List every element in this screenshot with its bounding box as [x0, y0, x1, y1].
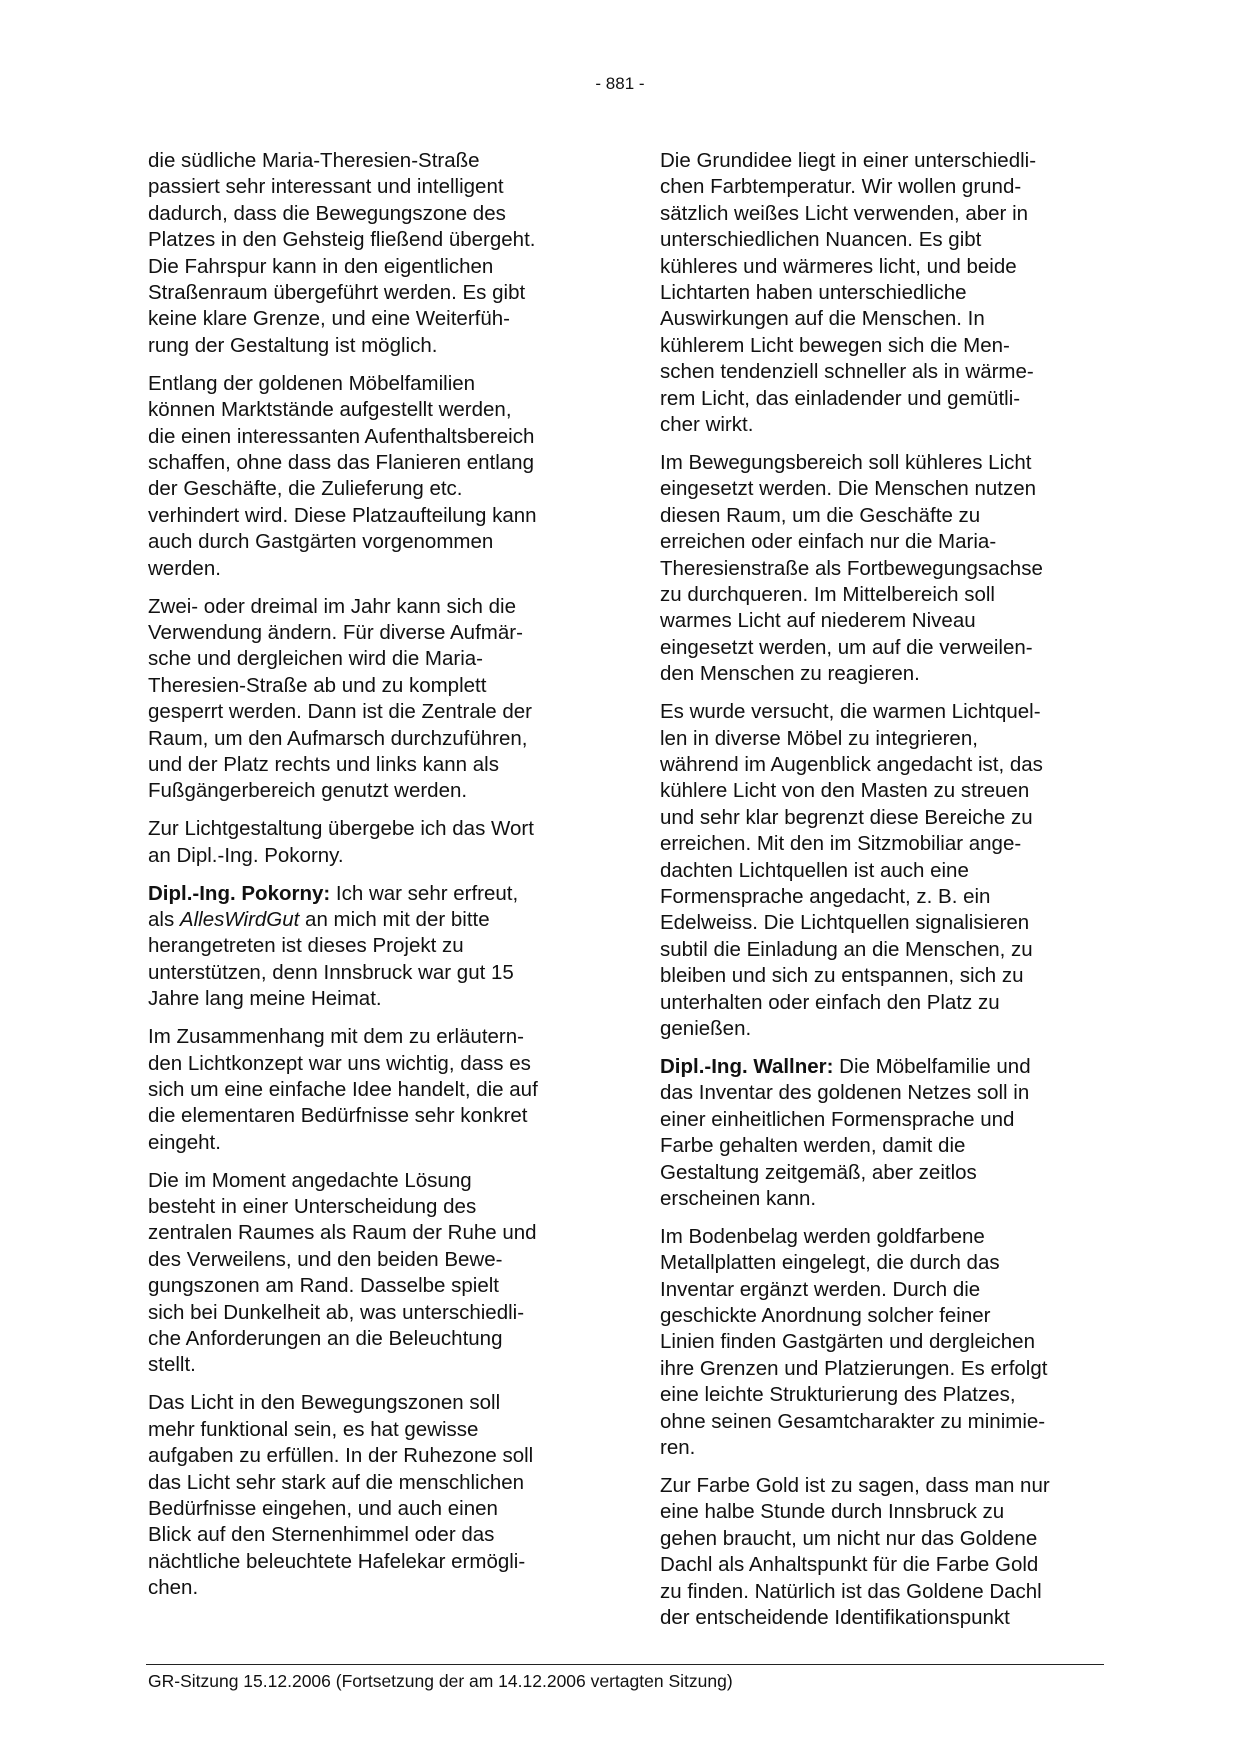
- right-column: [660, 148, 1106, 1643]
- paragraph: Im Zusammenhang mit dem zu erläutern- den Lichtkonzept war uns wichtig, dass es sich um eine einfache Idee handelt, die auf die elementaren Bedürfnisse sehr konkret eingeht.: [148, 1025, 538, 1154]
- speaker-paragraph: [148, 881, 600, 1013]
- paragraph: Entlang der goldenen Möbelfamilien können Marktstände aufgestellt werden, die einen interessanten Aufenthaltsbereich schaffen, ohne dass das Flanieren entlang der Geschäfte, die Zulieferung etc. verhindert wird. Diese Platzaufteilung kann auch durch Gastgärten vorgenommen werden.: [148, 371, 537, 580]
- speaker-name: Dipl.-Ing. Pokorny:: [148, 881, 331, 905]
- paragraph: Zwei- oder dreimal im Jahr kann sich die Verwendung ändern. Für diverse Aufmär- sche und dergleichen wird die Maria- Theresien-Straße ab und zu komplett gesperrt werden. Dann ist die Zentrale der Raum, um den Aufmarsch durchzuführen, und der Platz rechts und links kann als Fußgängerbereich genutzt werden.: [148, 594, 533, 803]
- paragraph: Zur Lichtgestaltung übergebe ich das Wort an Dipl.-Ing. Pokorny.: [148, 817, 534, 867]
- footer-text: GR-Sitzung 15.12.2006 (Fortsetzung der am 14.12.2006 vertagten Sitzung): [148, 1671, 733, 1691]
- page-number: - 881 -: [595, 74, 645, 93]
- paragraph-text: an mich mit der bitte herangetreten ist dieses Projekt zu unterstützen, denn Innsbruck war gut 15 Jahre lang meine Heimat.: [148, 907, 514, 1011]
- speaker-name: Dipl.-Ing. Wallner:: [660, 1054, 834, 1078]
- paragraph: die südliche Maria-Theresien-Straße passiert sehr interessant und intelligent dadurch, dass die Bewegungszone des Platzes in den Gehsteig fließend übergeht. Die Fahrspur kann in den eigentlichen Straßenraum übergeführt werden. Es gibt keine klare Grenze, und eine Weiterfüh- rung der Gestaltung ist möglich.: [148, 149, 536, 357]
- italic-term: AllesWirdGut: [179, 907, 300, 931]
- paragraph: Es wurde versucht, die warmen Lichtquel- len in diverse Möbel zu integrieren, während im Augenblick angedacht ist, das kühlere Licht von den Masten zu streuen und sehr klar begrenzt diese Bereiche zu erreichen. Mit den im Sitzmobiliar ange- dachten Lichtquellen ist auch eine Formensprache angedacht, z. B. ein Edelweiss. Die Lichtquellen signalisieren subtil die Einladung an die Menschen, zu bleiben und sich zu entspannen, sich zu unterhalten oder einfach den Platz zu genießen.: [660, 700, 1043, 1040]
- paragraph: Die Grundidee liegt in einer unterschiedli- chen Farbtemperatur. Wir wollen grund- sätzlich weißes Licht verwenden, aber in unterschiedlichen Nuancen. Es gibt kühleres und wärmeres licht, und beide Lichtarten haben unterschiedliche Auswirkungen auf die Menschen. In kühlerem Licht bewegen sich die Men- schen tendenziell schneller als in wärme- rem Licht, das einladender und gemütli- cher wirkt.: [660, 149, 1037, 437]
- paragraph: Die im Moment angedachte Lösung besteht in einer Unterscheidung des zentralen Raumes als Raum der Ruhe und des Verweilens, und den beiden Bewe- gungszonen am Rand. Dasselbe spielt sich bei Dunkelheit ab, was unterschiedli- che Anforderungen an die Beleuchtung stellt.: [148, 1168, 537, 1377]
- paragraph: Zur Farbe Gold ist zu sagen, dass man nur eine halbe Stunde durch Innsbruck zu gehen braucht, um nicht nur das Goldene Dachl als Anhaltspunkt für die Farbe Gold zu finden. Natürlich ist das Goldene Dachl der entscheidende Identifikationspunkt: [660, 1474, 1050, 1630]
- speaker-paragraph: [660, 1054, 1106, 1212]
- paragraph-text: Ich war sehr erfreut, als: [148, 881, 519, 931]
- paragraph: Das Licht in den Bewegungszonen soll mehr funktional sein, es hat gewisse aufgaben zu erfüllen. In der Ruhezone soll das Licht sehr stark auf die menschlichen Bedürfnisse eingehen, und auch einen Blick auf den Sternenhimmel oder das nächtliche beleuchtete Hafelekar ermögli- chen.: [148, 1391, 534, 1600]
- paragraph: Im Bodenbelag werden goldfarbene Metallplatten eingelegt, die durch das Inventar ergänzt werden. Durch die geschickte Anordnung solcher feiner Linien finden Gastgärten und dergleichen ihre Grenzen und Platzierungen. Es erfolgt eine leichte Strukturierung des Platzes, ohne seinen Gesamtcharakter zu minimie- ren.: [660, 1224, 1048, 1460]
- paragraph-text: Die Möbelfamilie und das Inventar des goldenen Netzes soll in einer einheitlichen Formensprache und Farbe gehalten werden, damit die Gestaltung zeitgemäß, aber zeitlos erscheinen kann.: [660, 1054, 1031, 1210]
- paragraph: Im Bewegungsbereich soll kühleres Licht eingesetzt werden. Die Menschen nutzen diesen Raum, um die Geschäfte zu erreichen oder einfach nur die Maria- Theresienstraße als Fortbewegungsachse zu durchqueren. Im Mittelbereich soll warmes Licht auf niederem Niveau eingesetzt werden, um auf die verweilen- den Menschen zu reagieren.: [660, 450, 1043, 686]
- left-column: [148, 148, 600, 1613]
- footer-divider: [146, 1664, 1104, 1665]
